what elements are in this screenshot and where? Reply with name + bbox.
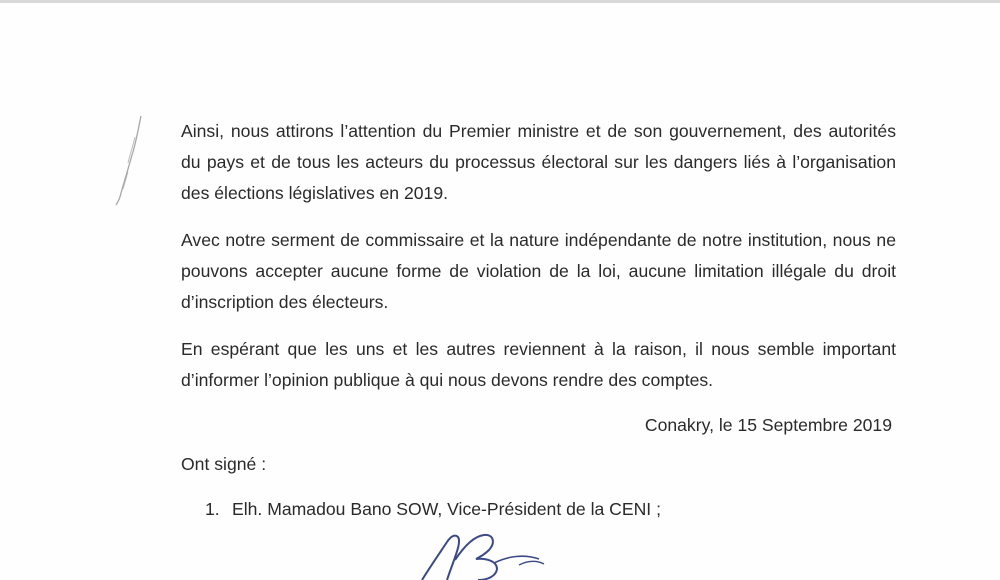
paragraph-attention: Ainsi, nous attirons l’attention du Premier ministre et de son gouvernement, des autorités du pays et de tous les acteurs du processus électoral sur les dangers liés à l’organisation des élections législatives en 2019. (181, 121, 896, 203)
page-top-edge (0, 0, 1000, 3)
signatory-name-title: Elh. Mamadou Bano SOW, Vice-Président de la CENI ; (232, 499, 661, 519)
paragraph-oath: Avec notre serment de commissaire et la nature indépendante de notre institution, nous ne pouvons accepter aucune forme de violation de la loi, aucune limitation illégale du droit d’inscription des électeurs. (181, 230, 896, 312)
margin-pencil-mark (108, 112, 148, 207)
date-location-line: Conakry, le 15 Septembre 2019 (644, 415, 892, 435)
signatory-number: 1. (205, 499, 220, 519)
signed-heading: Ont signé : (181, 454, 267, 474)
paragraph-public-opinion: En espérant que les uns et les autres reviennent à la raison, il nous semble important d’informer l’opinion publique à qui nous devons rendre des comptes. (181, 339, 896, 390)
handwritten-signature (405, 532, 570, 580)
signatory-item (205, 497, 661, 521)
signatory-list (205, 497, 661, 521)
